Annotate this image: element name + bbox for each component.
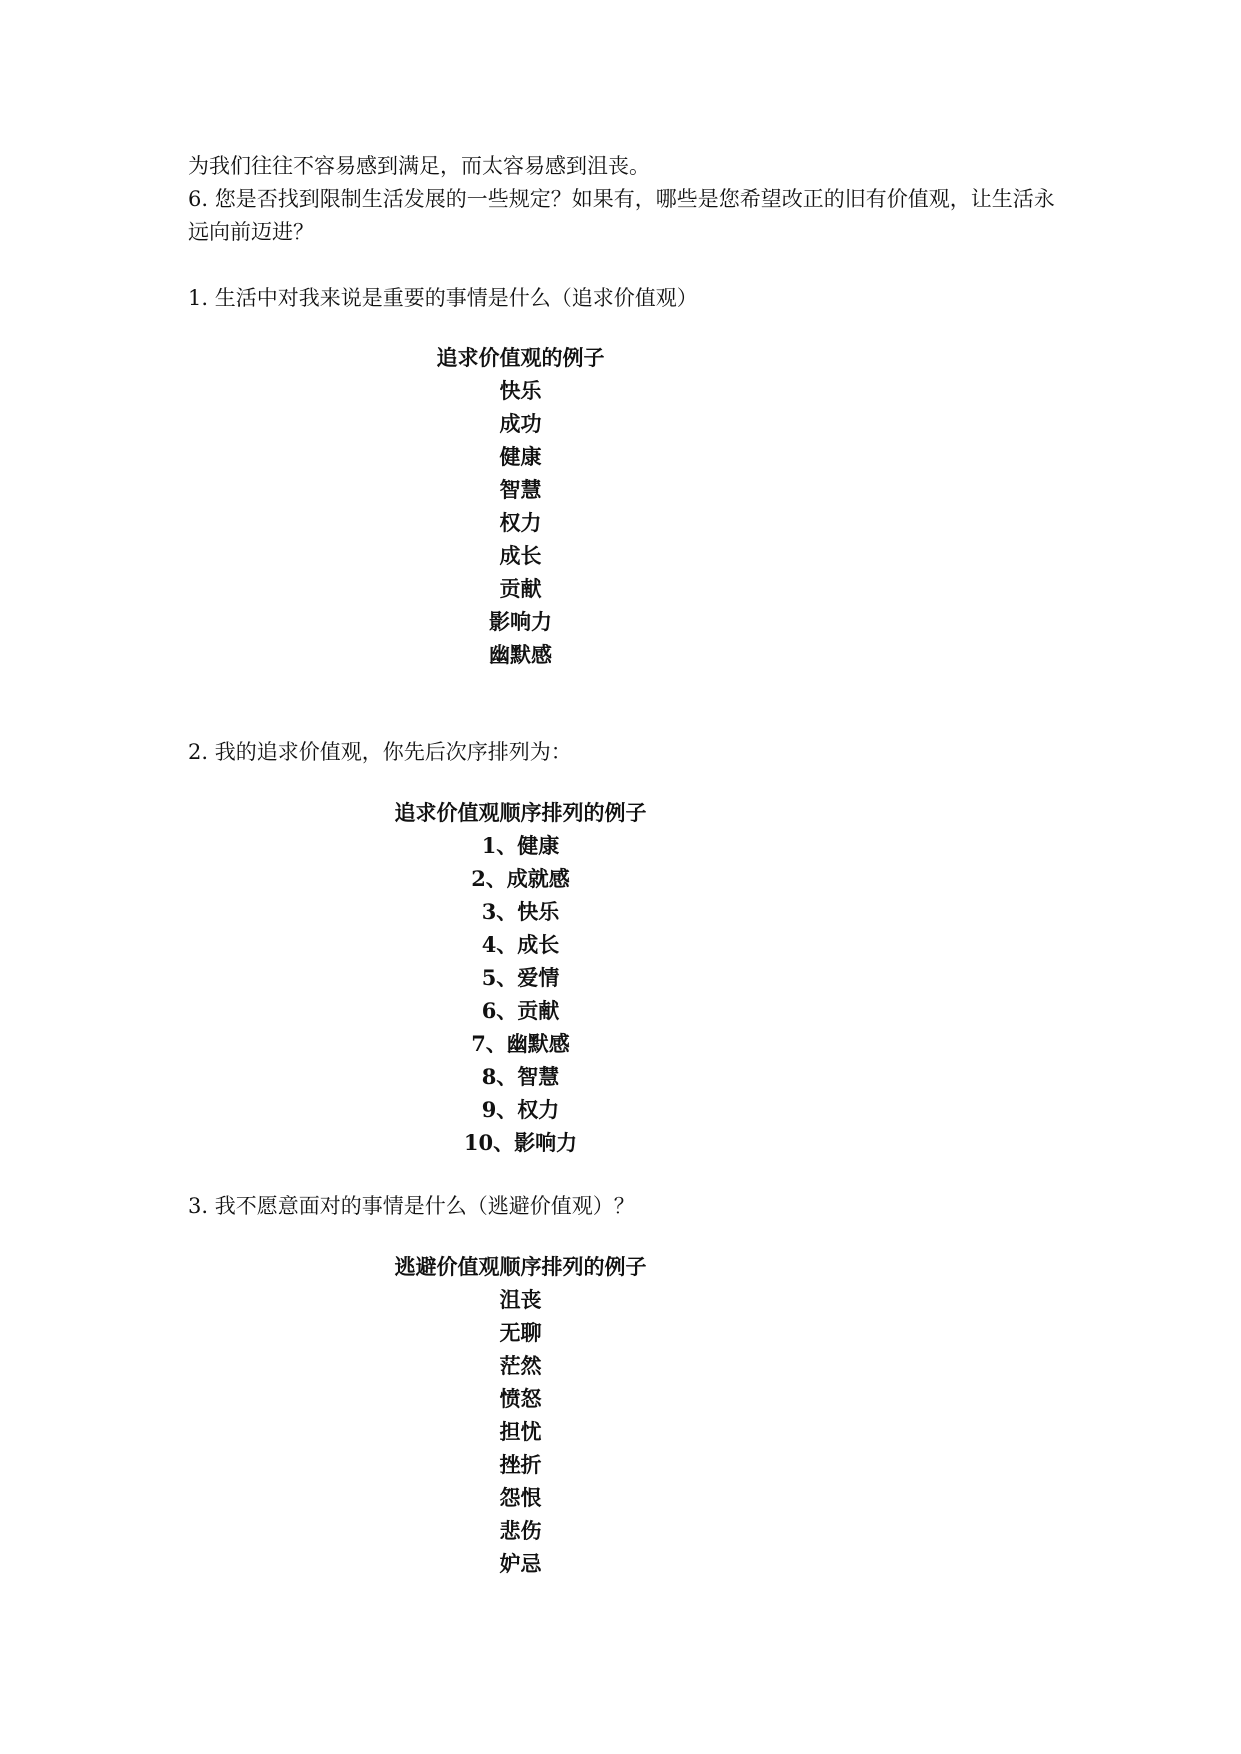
section1-question: 1. 生活中对我来说是重要的事情是什么（追求价值观） [188,286,698,310]
list-item: 幽默感 [489,642,552,667]
intro-line: 为我们往往不容易感到满足，而太容易感到沮丧。 [188,154,650,178]
question-6: 6. 您是否找到限制生活发展的一些规定？如果有，哪些是您希望改正的旧有价值观，让生活永远向前迈进？ [188,187,1055,244]
list-item: 愤怒 [499,1386,542,1411]
list-item: 挫折 [499,1452,542,1477]
list-item: 成长 [499,543,542,568]
list-item: 8、智慧 [481,1064,560,1089]
section3-title: 逃避价值观顺序排列的例子 [394,1254,647,1279]
list-item: 权力 [499,510,542,535]
list-item: 9、权力 [481,1097,560,1122]
list-item: 2、成就感 [471,866,570,891]
section3-list [0,1250,1041,1580]
list-item: 妒忌 [499,1551,542,1576]
list-item: 茫然 [499,1353,542,1378]
list-item: 担忧 [499,1419,542,1444]
list-item: 怨恨 [499,1485,542,1510]
section2-list [0,796,1041,1159]
list-item: 沮丧 [499,1287,542,1312]
list-item: 6、贡献 [481,998,560,1023]
list-item: 10、影响力 [463,1130,578,1155]
list-item: 5、爱情 [481,965,560,990]
list-item: 健康 [499,444,542,469]
list-item: 快乐 [499,378,542,403]
list-item: 4、成长 [481,932,560,957]
section2-title: 追求价值观顺序排列的例子 [394,800,647,825]
section3-question: 3. 我不愿意面对的事情是什么（逃避价值观）？ [188,1194,635,1218]
list-item: 7、幽默感 [471,1031,570,1056]
list-item: 1、健康 [481,833,560,858]
list-item: 智慧 [499,477,542,502]
list-item: 3、快乐 [481,899,560,924]
section2-question: 2. 我的追求价值观，你先后次序排列为： [188,740,572,764]
list-item: 影响力 [489,609,552,634]
section1-title: 追求价值观的例子 [436,345,605,370]
list-item: 成功 [499,411,542,436]
section1-list [0,341,1041,671]
list-item: 贡献 [499,576,542,601]
list-item: 无聊 [499,1320,542,1345]
list-item: 悲伤 [499,1518,542,1543]
